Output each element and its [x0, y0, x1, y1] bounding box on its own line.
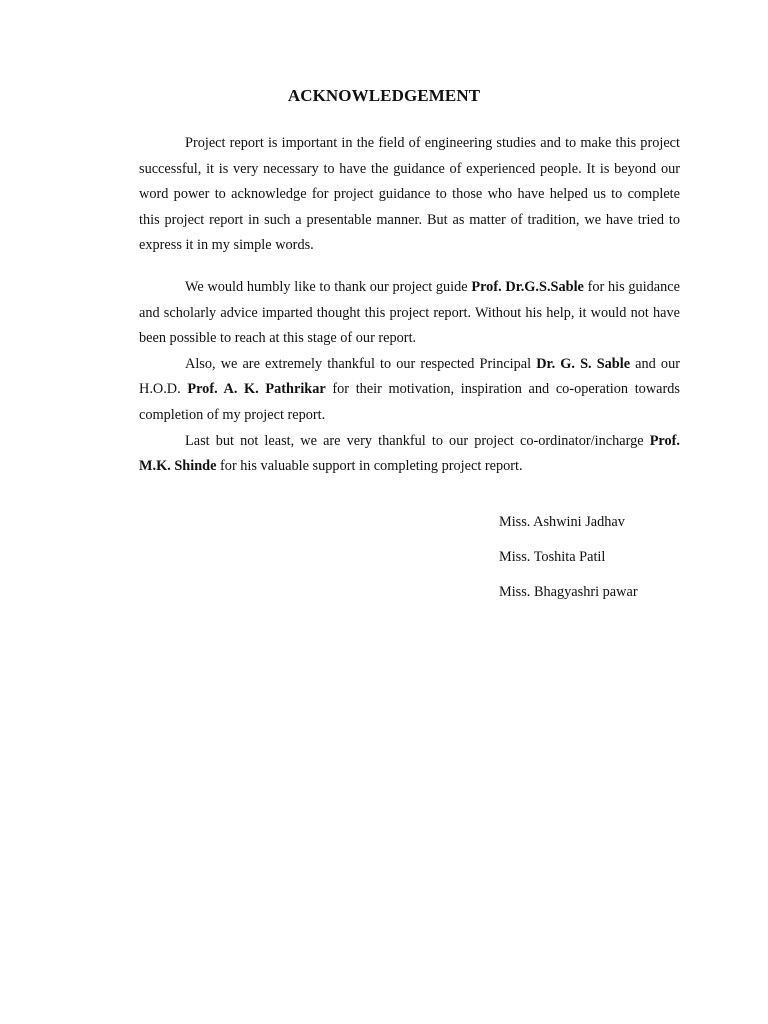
signature-name: Miss. Bhagyashri pawar: [499, 584, 638, 600]
paragraph-text: for their motivation, inspiration and co-operation towards completion of my project report.: [139, 381, 680, 423]
paragraph-text: and our H.O.D.: [139, 355, 680, 398]
principal-name: Dr. G. S. Sable: [536, 355, 631, 372]
page-title: ACKNOWLEDGEMENT: [287, 86, 481, 105]
signature-name: Miss. Ashwini Jadhav: [499, 514, 625, 530]
paragraph-guide-thanks: [139, 275, 680, 352]
coordinator-name: Prof. M.K. Shinde: [139, 432, 680, 475]
paragraph-principal-hod-thanks: [139, 352, 680, 429]
acknowledgement-body: [139, 131, 680, 480]
signature-block: [499, 512, 638, 617]
paragraph-coordinator-thanks: [139, 429, 680, 480]
hod-name: Prof. A. K. Pathrikar: [187, 381, 326, 398]
paragraph-text: Last but not least, we are very thankful to our project co-ordinator/incharge: [185, 432, 650, 449]
paragraph-text: for his valuable support in completing project report.: [216, 458, 523, 475]
paragraph-importance: Project report is important in the field of engineering studies and to make this project successful, it is very necessary to have the guidance of experienced people. It is beyond our word power to acknowledge for project guidance to those who have helped us to complete this project report in such a presentable manner. But as matter of tradition, we have tried to express it in my simple words.: [139, 135, 680, 254]
guide-name: Prof. Dr.G.S.Sable: [471, 278, 584, 295]
paragraph-text: for his guidance and scholarly advice imparted thought this project report. Without his help, it would not have been possible to reach at this stage of our report.: [139, 278, 680, 347]
paragraph-text: We would humbly like to thank our project guide: [185, 278, 472, 295]
signature-name: Miss. Toshita Patil: [499, 549, 606, 565]
paragraph-text: Also, we are extremely thankful to our respected Principal: [185, 355, 537, 372]
